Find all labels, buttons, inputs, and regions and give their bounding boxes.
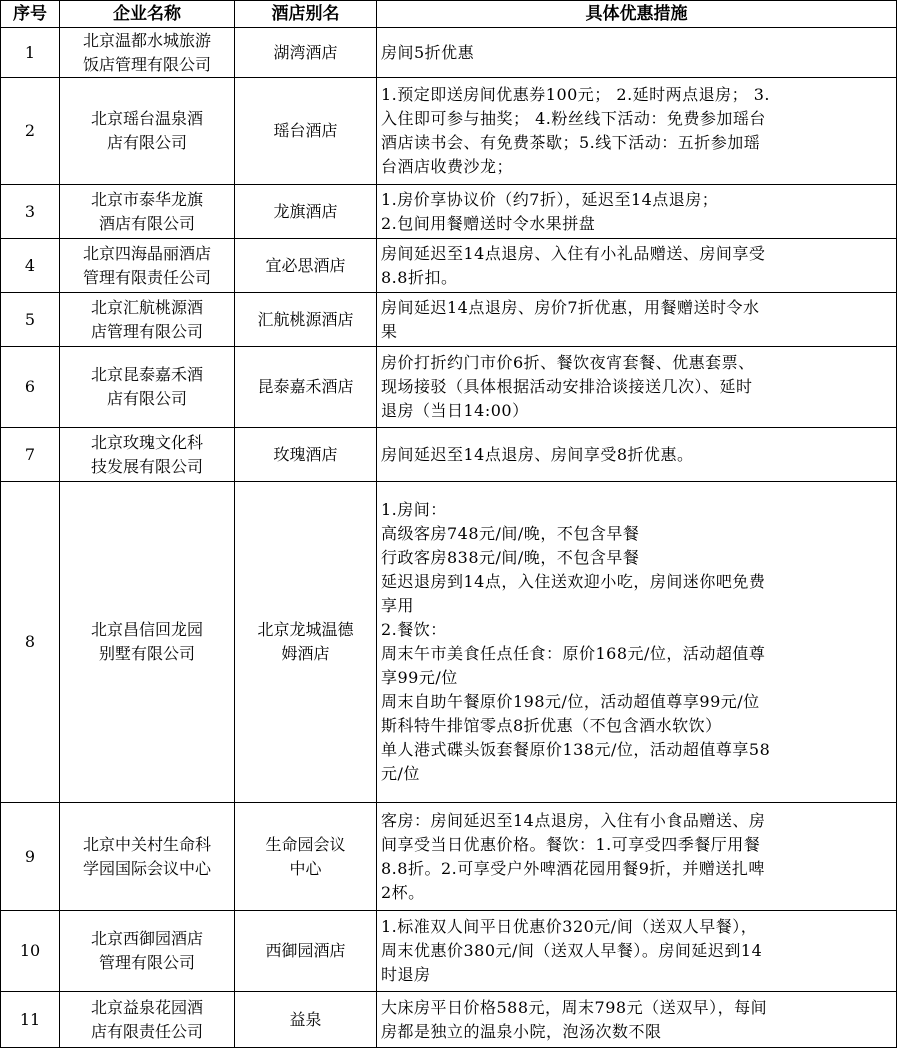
discount-measures xyxy=(377,347,897,428)
table-row xyxy=(1,992,897,1048)
discount-measures xyxy=(377,185,897,239)
hotel-alias-line: 生命园会议 xyxy=(265,834,346,854)
discount-measures-line: 享用 xyxy=(381,596,415,615)
discount-measures-line: 享99元/位 xyxy=(381,668,458,687)
company-name-line: 别墅有限公司 xyxy=(98,644,195,663)
table-row xyxy=(1,239,897,293)
header-measures: 具体优惠措施 xyxy=(377,1,897,28)
company-name-line: 北京汇航桃源酒 xyxy=(90,297,203,317)
hotel-alias xyxy=(235,28,377,78)
hotel-alias-line: 北京龙城温德 xyxy=(257,620,354,639)
hotel-alias xyxy=(235,185,377,239)
hotel-alias xyxy=(235,992,377,1048)
discount-measures-line: 8.8折。2.可享受户外啤酒花园用餐9折，并赠送扎啤 xyxy=(381,858,765,878)
company-name xyxy=(60,911,235,992)
table-row xyxy=(1,347,897,428)
hotel-alias-line: 中心 xyxy=(289,858,322,878)
discount-measures-line: 1.房间： xyxy=(381,500,447,519)
company-name-line: 店管理有限公司 xyxy=(90,321,203,341)
discount-measures-line: 房间5折优惠 xyxy=(381,42,475,62)
discount-measures-line: 周末优惠价380元/间（送双人早餐）。房间延迟到14 xyxy=(381,941,763,960)
discount-measures xyxy=(377,803,897,911)
company-name-line: 北京市泰华龙旗 xyxy=(90,189,203,209)
row-index: 6 xyxy=(1,347,60,428)
company-name xyxy=(60,239,235,293)
discount-measures-line: 现场接驳（具体根据活动安排洽谈接送几次）、延时 xyxy=(381,377,753,396)
discount-measures xyxy=(377,239,897,293)
hotel-alias-line: 西御园酒店 xyxy=(265,941,346,960)
discount-measures-line: 斯科特牛排馆零点8折优惠（不包含酒水软饮） xyxy=(381,716,722,735)
discount-measures-line: 退房（当日14:00） xyxy=(381,401,529,420)
company-name xyxy=(60,482,235,803)
discount-measures-line: 房间延迟14点退房、房价7折优惠，用餐赠送时令水 xyxy=(381,297,760,317)
table-row xyxy=(1,185,897,239)
hotel-alias xyxy=(235,428,377,482)
company-name-line: 店有限公司 xyxy=(106,389,187,408)
discount-measures-line: 时退房 xyxy=(381,965,431,984)
discount-measures-line: 1.标准双人间平日优惠价320元/间（送双人早餐）， xyxy=(381,917,758,936)
discount-measures-line: 单人港式碟头饭套餐原价138元/位，活动超值尊享58 xyxy=(381,740,771,759)
discount-measures-line: 房价打折约门市价6折、餐饮夜宵套餐、优惠套票、 xyxy=(381,353,755,372)
discount-measures-line: 元/位 xyxy=(381,764,420,783)
company-name xyxy=(60,293,235,347)
hotel-alias xyxy=(235,293,377,347)
row-index: 2 xyxy=(1,78,60,185)
discount-measures-line: 台酒店收费沙龙； xyxy=(381,157,514,176)
discount-measures xyxy=(377,911,897,992)
row-index: 4 xyxy=(1,239,60,293)
discount-measures xyxy=(377,992,897,1048)
company-name-line: 酒店有限公司 xyxy=(98,213,195,233)
hotel-alias xyxy=(235,239,377,293)
company-name xyxy=(60,347,235,428)
row-index: 7 xyxy=(1,428,60,482)
row-index: 5 xyxy=(1,293,60,347)
company-name xyxy=(60,428,235,482)
hotel-alias xyxy=(235,803,377,911)
discount-measures-line: 周末自助午餐原价198元/位，活动超值尊享99元/位 xyxy=(381,692,760,711)
company-name xyxy=(60,28,235,78)
discount-measures-line: 延迟退房到14点，入住送欢迎小吃，房间迷你吧免费 xyxy=(381,572,766,591)
discount-measures xyxy=(377,482,897,803)
row-index: 3 xyxy=(1,185,60,239)
hotel-alias xyxy=(235,347,377,428)
discount-measures-line: 行政客房838元/间/晚，不包含早餐 xyxy=(381,548,640,567)
company-name-line: 饭店管理有限公司 xyxy=(82,54,211,74)
discount-measures-line: 酒店读书会、有免费茶歇；5.线下活动：五折参加瑶 xyxy=(381,133,761,152)
company-name-line: 管理有限责任公司 xyxy=(82,267,211,287)
discount-measures-line: 1.房价享协议价（约7折），延迟至14点退房； xyxy=(381,189,719,209)
discount-measures xyxy=(377,78,897,185)
discount-measures xyxy=(377,293,897,347)
company-name-line: 店有限公司 xyxy=(106,133,187,152)
discount-measures-line: 周末午市美食任点任食：原价168元/位，活动超值尊 xyxy=(381,644,766,663)
hotel-alias xyxy=(235,78,377,185)
row-index: 9 xyxy=(1,803,60,911)
company-name xyxy=(60,803,235,911)
table-row xyxy=(1,803,897,911)
table-row xyxy=(1,28,897,78)
discount-measures-line: 1.预定即送房间优惠券100元； 2.延时两点退房； 3. xyxy=(381,85,771,104)
discount-measures-line: 入住即可参与抽奖； 4.粉丝线下活动：免费参加瑶台 xyxy=(381,109,766,128)
hotel-alias-line: 玫瑰酒店 xyxy=(273,444,338,464)
company-name-line: 店有限责任公司 xyxy=(90,1021,203,1041)
discount-measures-line: 客房：房间延迟至14点退房，入住有小食品赠送、房 xyxy=(381,810,766,830)
discount-measures-line: 2.包间用餐赠送时令水果拼盘 xyxy=(381,213,596,233)
company-name-line: 技发展有限公司 xyxy=(90,456,203,476)
table-row xyxy=(1,293,897,347)
discount-measures-line: 果 xyxy=(381,321,398,341)
company-name-line: 北京昌信回龙园 xyxy=(90,620,203,639)
table-row xyxy=(1,482,897,803)
hotel-alias-line: 汇航桃源酒店 xyxy=(257,309,354,329)
table-row xyxy=(1,78,897,185)
hotel-alias xyxy=(235,482,377,803)
row-index: 8 xyxy=(1,482,60,803)
company-name-line: 北京瑶台温泉酒 xyxy=(90,109,203,128)
discount-measures-line: 高级客房748元/间/晚，不包含早餐 xyxy=(381,524,640,543)
company-name-line: 北京西御园酒店 xyxy=(90,929,203,948)
company-name-line: 管理有限公司 xyxy=(98,953,195,972)
discount-measures-line: 2.餐饮： xyxy=(381,620,447,639)
hotel-alias-line: 益泉 xyxy=(289,1009,322,1029)
discount-measures-line: 房都是独立的温泉小院，泡汤次数不限 xyxy=(381,1021,662,1041)
discount-measures-line: 房间延迟至14点退房、入住有小礼品赠送、房间享受 xyxy=(381,243,766,263)
header-company: 企业名称 xyxy=(60,1,235,28)
hotel-alias-line: 湖湾酒店 xyxy=(273,42,338,62)
header-index: 序号 xyxy=(1,1,60,28)
company-name-line: 学园国际会议中心 xyxy=(82,858,211,878)
row-index: 1 xyxy=(1,28,60,78)
company-name xyxy=(60,185,235,239)
table-row xyxy=(1,911,897,992)
discount-measures-line: 房间延迟至14点退房、房间享受8折优惠。 xyxy=(381,444,694,464)
discount-measures-line: 大床房平日价格588元，周末798元（送双早），每间 xyxy=(381,997,768,1017)
discount-measures-line: 8.8折扣。 xyxy=(381,267,458,287)
company-name-line: 北京昆泰嘉禾酒 xyxy=(90,365,203,384)
company-name-line: 北京益泉花园酒 xyxy=(90,997,203,1017)
discount-measures-line: 间享受当日优惠价格。餐饮：1.可享受四季餐厅用餐 xyxy=(381,834,761,854)
hotel-alias-line: 瑶台酒店 xyxy=(273,121,338,140)
header-hotel-alias: 酒店别名 xyxy=(235,1,377,28)
table-row xyxy=(1,428,897,482)
discount-measures xyxy=(377,28,897,78)
header-row xyxy=(1,1,897,28)
company-name-line: 北京玫瑰文化科 xyxy=(90,432,203,452)
hotel-alias-line: 昆泰嘉禾酒店 xyxy=(257,377,354,396)
discount-measures-line: 2杯。 xyxy=(381,882,425,902)
company-name-line: 北京四海晶丽酒店 xyxy=(82,243,211,263)
hotel-alias-line: 姆酒店 xyxy=(281,644,330,663)
company-name-line: 北京温都水城旅游 xyxy=(82,30,211,50)
hotel-alias-line: 宜必思酒店 xyxy=(265,255,346,275)
company-name xyxy=(60,78,235,185)
company-name-line: 北京中关村生命科 xyxy=(82,834,211,854)
hotel-alias-line: 龙旗酒店 xyxy=(273,201,338,221)
company-name xyxy=(60,992,235,1048)
row-index: 11 xyxy=(1,992,60,1048)
discount-measures xyxy=(377,428,897,482)
hotel-alias xyxy=(235,911,377,992)
row-index: 10 xyxy=(1,911,60,992)
